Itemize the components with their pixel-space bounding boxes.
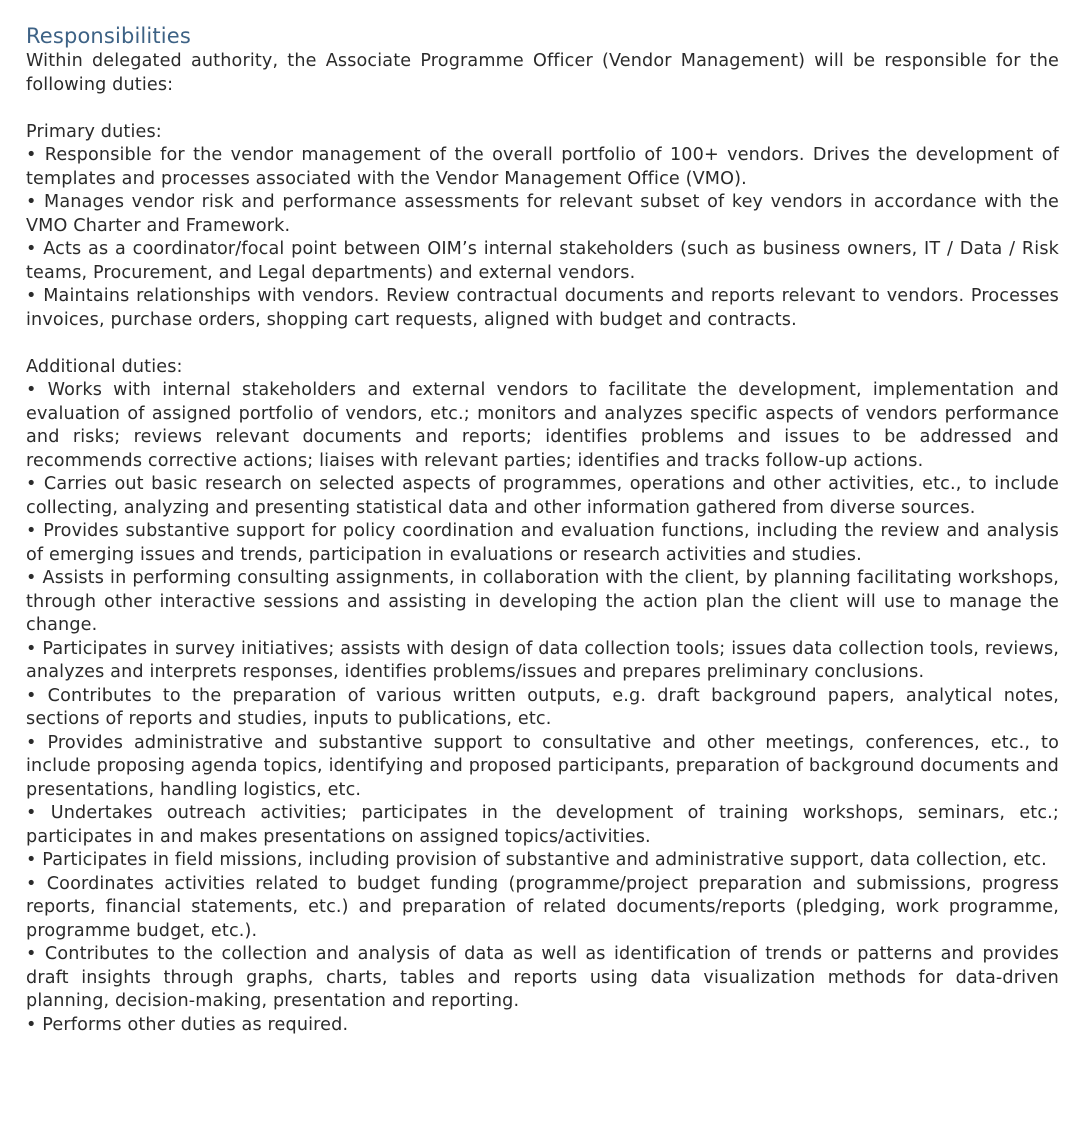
- spacer: [26, 332, 1059, 356]
- intro-text: Within delegated authority, the Associate Programme Officer (Vendor Management) will be responsible for the following duties:: [26, 51, 1059, 95]
- primary-duty-item: • Manages vendor risk and performance assessments for relevant subset of key vendors in accordance with the VMO Charter and Framework.: [26, 192, 1059, 236]
- additional-duty-item: • Participates in survey initiatives; assists with design of data collection tools; issues data collection tools, reviews, analyzes and interprets responses, identifies problems/issues and prepares preliminary conclusions.: [26, 638, 1059, 682]
- responsibilities-section: [26, 22, 1059, 1037]
- primary-duty-item: • Maintains relationships with vendors. Review contractual documents and reports relevant to vendors. Processes invoices, purchase orders, shopping cart requests, aligned with budget and contracts.: [26, 286, 1059, 330]
- primary-duties-heading: Primary duties:: [26, 121, 162, 142]
- additional-duty-item: • Undertakes outreach activities; participates in the development of training workshops, seminars, etc.; participates in and makes presentations on assigned topics/activities.: [26, 803, 1059, 847]
- additional-duty-item: • Contributes to the preparation of various written outputs, e.g. draft background papers, analytical notes, sections of reports and studies, inputs to publications, etc.: [26, 685, 1059, 729]
- additional-duty-item: • Performs other duties as required.: [26, 1014, 349, 1035]
- additional-duty-item: • Carries out basic research on selected aspects of programmes, operations and other activities, etc., to include collecting, analyzing and presenting statistical data and other information gathered from diverse sources.: [26, 474, 1059, 518]
- additional-duty-item: • Contributes to the collection and analysis of data as well as identification of trends or patterns and provides draft insights through graphs, charts, tables and reports using data visualization methods for data-driven planning, decision-making, presentation and reporting.: [26, 944, 1059, 1011]
- section-title: Responsibilities: [26, 24, 191, 48]
- primary-duty-item: • Responsible for the vendor management of the overall portfolio of 100+ vendors. Drives the development of templates and processes associated with the Vendor Management Office (VMO).: [26, 145, 1059, 189]
- additional-duties-list: [26, 379, 1059, 1037]
- additional-duty-item: • Provides administrative and substantive support to consultative and other meetings, conferences, etc., to include proposing agenda topics, identifying and proposed participants, preparation of background documents and presentations, handling logistics, etc.: [26, 732, 1059, 800]
- additional-duty-item: • Provides substantive support for policy coordination and evaluation functions, including the review and analysis of emerging issues and trends, participation in evaluations or research activities and studies.: [26, 521, 1059, 565]
- additional-duties-heading: Additional duties:: [26, 356, 183, 377]
- spacer: [26, 97, 1059, 121]
- additional-duty-item: • Assists in performing consulting assignments, in collaboration with the client, by planning facilitating workshops, through other interactive sessions and assisting in developing the action plan the client will use to manage the change.: [26, 568, 1059, 635]
- additional-duty-item: • Coordinates activities related to budget funding (programme/project preparation and submissions, progress reports, financial statements, etc.) and preparation of related documents/reports (pledging, work programme, programme budget, etc.).: [26, 873, 1059, 941]
- primary-duty-item: • Acts as a coordinator/focal point between OIM’s internal stakeholders (such as business owners, IT / Data / Risk teams, Procurement, and Legal departments) and external vendors.: [26, 239, 1059, 283]
- additional-duty-item: • Participates in field missions, including provision of substantive and administrative support, data collection, etc.: [26, 850, 1047, 870]
- primary-duties-list: [26, 144, 1059, 332]
- additional-duty-item: • Works with internal stakeholders and external vendors to facilitate the development, implementation and evaluation of assigned portfolio of vendors, etc.; monitors and analyzes specific aspects of vendors performance and risks; reviews relevant documents and reports; identifies problems and issues to be addressed and recommends corrective actions; liaises with relevant parties; identifies and tracks follow-up actions.: [26, 380, 1059, 471]
